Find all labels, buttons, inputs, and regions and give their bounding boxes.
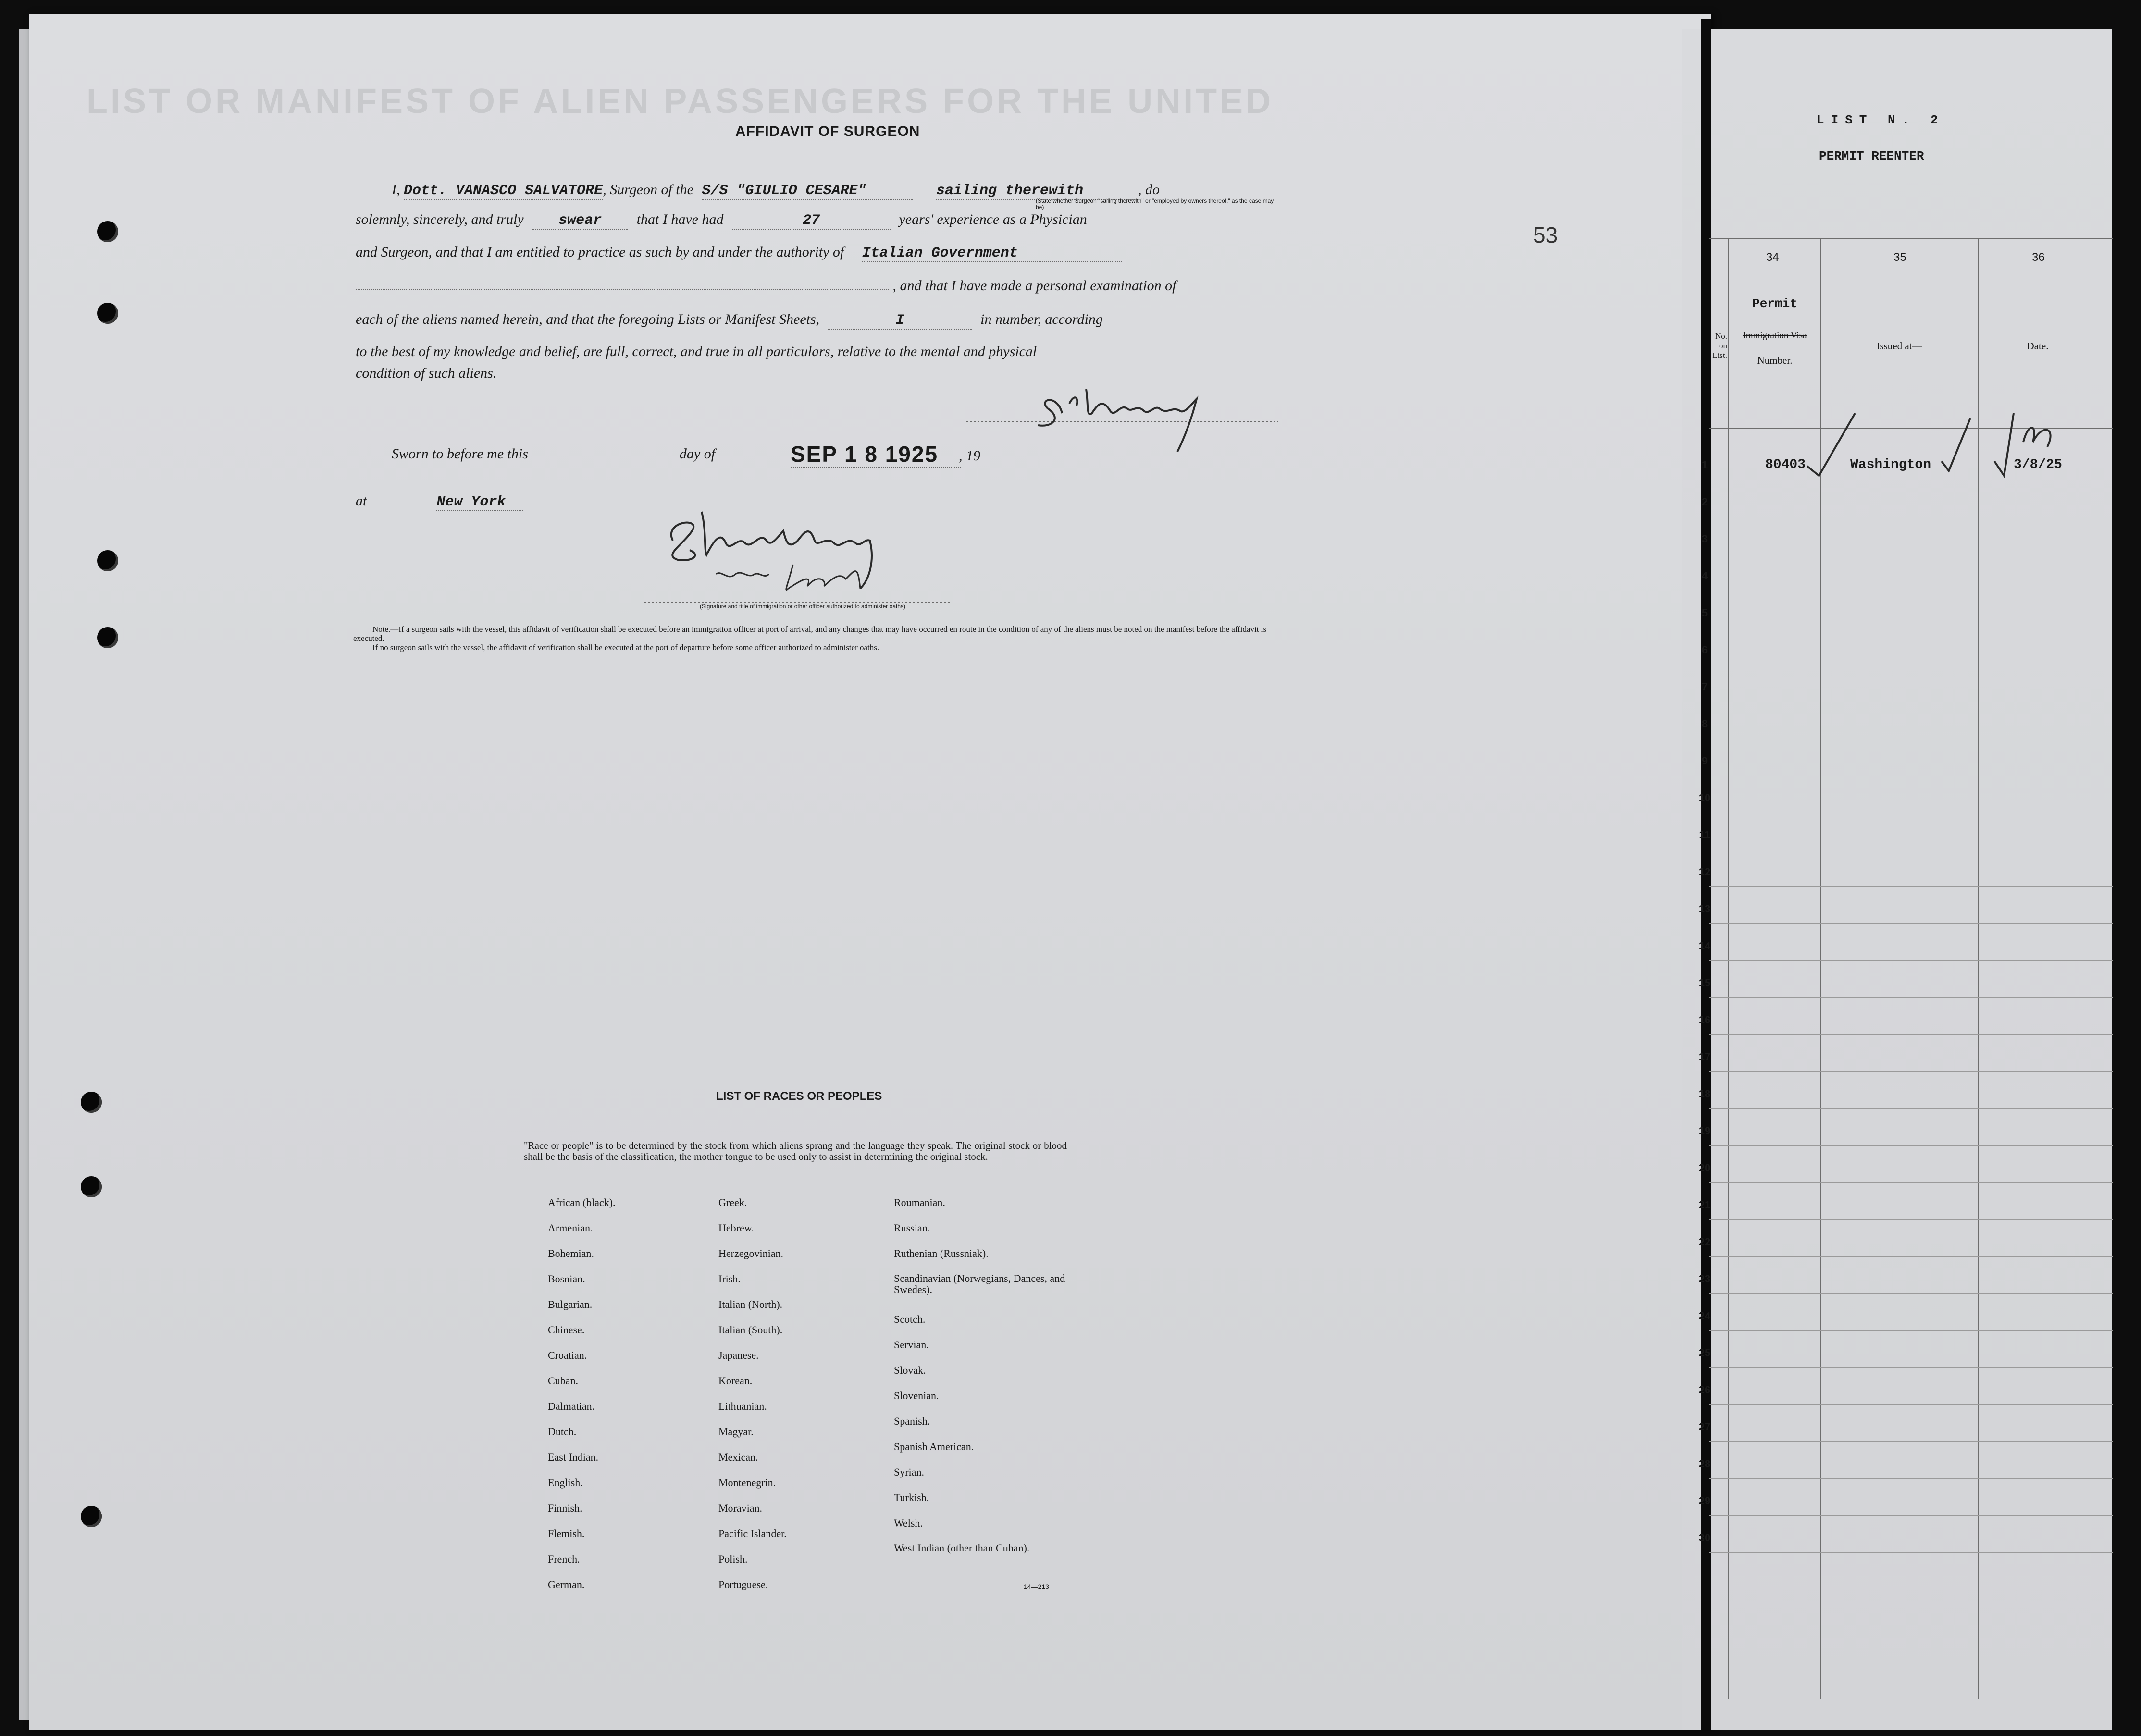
row-number: 5 [1701,607,1708,619]
year-suffix: , 19 [959,448,980,464]
race-item: East Indian. [548,1451,599,1463]
races-column-3 [894,1196,1067,1571]
sailing-status: sailing therewith [936,183,1138,200]
row-number: 29 [1698,1495,1711,1507]
date-stamp: SEP 1 8 1925 [791,441,961,468]
row-number: 23 [1698,1273,1711,1285]
years-experience: 27 [732,212,891,230]
race-item: Russian. [894,1222,930,1234]
place-line [356,493,523,511]
issued-at: Washington [1850,457,1931,472]
row-number: 20 [1698,1162,1711,1174]
race-item: Spanish. [894,1415,930,1427]
oath-word: swear [532,212,628,230]
list-subtitle: PERMIT REENTER [1819,149,1924,163]
row-number: 6 [1701,644,1708,656]
permit-number: 80403 [1765,457,1806,472]
row-number: 8 [1701,718,1708,730]
sworn-place: New York [436,494,523,511]
affidavit-line-7: condition of such aliens. [356,365,497,381]
surgeon-name: Dott. VANASCO SALVATORE [404,183,603,199]
race-item: Flemish. [548,1527,585,1539]
table-rule [1728,238,1729,1699]
race-item: Scotch. [894,1313,926,1325]
punch-hole [81,1092,102,1113]
race-item: Magyar. [718,1426,754,1438]
race-item: Pacific Islander. [718,1527,787,1539]
col-number-36: 36 [2032,251,2045,264]
surgeon-signature [966,384,1283,483]
struck-immigration-visa: Immigration Visa [1743,331,1807,341]
row-number: 16 [1698,1014,1711,1026]
text: , Surgeon of the [603,182,693,197]
row-rule [1709,1108,2113,1109]
affidavit-line-6: to the best of my knowledge and belief, are full, correct, and true in all particulars, relative to the mental and physical [356,344,1037,359]
punch-hole [81,1506,102,1527]
text: Sworn to before me this [392,446,528,462]
races-column-2 [718,1196,787,1604]
table-rule [1709,238,2113,239]
row-rule [1709,1293,2113,1294]
date-header: Date. [2027,340,2049,352]
row-number: 9 [1701,755,1708,767]
races-column-1 [548,1196,615,1604]
form-number: 14—213 [1024,1583,1049,1590]
row-rule [1709,1330,2113,1331]
col-number-35: 35 [1893,251,1906,264]
race-item: Slovak. [894,1364,926,1376]
bleed-through-header: LIST OR MANIFEST OF ALIEN PASSENGERS FOR THE UNITED [87,82,1274,121]
officer-signature [644,502,952,615]
race-item: Bosnian. [548,1273,585,1285]
permit-label: Permit [1752,296,1797,311]
row-number: 4 [1701,570,1708,582]
race-item: Portuguese. [718,1578,768,1590]
row-number: 18 [1698,1088,1711,1100]
row-number: 19 [1698,1125,1711,1137]
race-item: Spanish American. [894,1441,974,1453]
row-number: 17 [1698,1051,1711,1063]
race-item: West Indian (other than Cuban). [894,1542,1030,1554]
row-rule [1709,960,2113,961]
ship-name: S/S "GIULIO CESARE" [702,183,913,200]
row-number: 11 [1699,829,1710,841]
punch-hole [97,627,118,648]
note-block [353,625,1276,652]
race-item: Servian. [894,1339,929,1351]
row-rule [1709,1515,2113,1516]
number-header: Number. [1757,355,1793,366]
sailing-instruction: (State whether Surgeon "sailing therewith" or "employed by owners thereof," as the case may be) [1036,197,1274,210]
race-item: Armenian. [548,1222,593,1234]
race-item: Bohemian. [548,1247,594,1259]
race-item: Japanese. [718,1349,759,1361]
race-item: Slovenian. [894,1390,939,1402]
row-number: 21 [1698,1199,1711,1211]
row-rule [1709,1071,2113,1072]
punch-hole [97,303,118,324]
row-rule [1709,1182,2113,1183]
punch-hole [97,221,118,242]
row-rule [1709,1145,2113,1146]
race-item: Ruthenian (Russniak). [894,1247,989,1259]
note-paragraph-1: Note.—If a surgeon sails with the vessel, this affidavit of verification shall be executed before an immigration officer at port of arrival, and any changes that may have occurred en route in the condition of any of the aliens must be noted on the manifest before the affidavit is executed. [353,625,1267,643]
text: day of [679,446,716,462]
race-item: Syrian. [894,1466,924,1478]
race-item: Korean. [718,1375,753,1387]
text: I, [392,182,400,197]
race-item: Greek. [718,1196,747,1208]
affidavit-line-5 [356,311,1103,330]
race-item: Lithuanian. [718,1400,767,1412]
race-item: Italian (North). [718,1298,783,1310]
row-number: 28 [1698,1458,1711,1470]
row-rule [1709,886,2113,887]
race-item: Turkish. [894,1491,929,1503]
row-rule [1709,1478,2113,1479]
race-item: Herzegovinian. [718,1247,783,1259]
row-number: 15 [1698,977,1711,989]
permit-date: 3/8/25 [2014,457,2062,472]
text: at [356,493,367,509]
row-number: 10 [1698,792,1711,804]
race-item: Hebrew. [718,1222,754,1234]
authority: Italian Government [862,245,1122,262]
race-item: Roumanian. [894,1196,945,1208]
row-number: 27 [1698,1421,1711,1433]
text: that I have had [636,211,724,227]
race-item: German. [548,1578,585,1590]
text: and Surgeon, and that I am entitled to practice as such by and under the authority of [356,244,844,260]
row-rule [1709,923,2113,924]
issued-at-header: Issued at— [1876,340,1922,352]
check-marks [1802,404,2129,480]
page-number: 53 [1533,222,1558,247]
row-number: 22 [1698,1236,1711,1248]
text: each of the aliens named herein, and that the foregoing Lists or Manifest Sheets, [356,311,820,327]
affidavit-line-4 [356,278,1176,294]
race-item: English. [548,1477,583,1489]
row-number: 12 [1698,866,1711,878]
sheets-count: I [828,312,972,330]
row-number: 24 [1698,1310,1711,1322]
race-item: Chinese. [548,1324,585,1336]
text: years' experience as a Physician [899,211,1087,227]
row-rule [1709,1441,2113,1442]
text: , do [1138,182,1160,197]
race-item: Scandinavian (Norwegians, Dances, and Swedes). [894,1272,1065,1295]
row-number: 7 [1701,681,1708,693]
no-on-list-header: No. on List. [1712,332,1727,360]
race-item: Cuban. [548,1375,578,1387]
race-item: Polish. [718,1553,748,1565]
row-rule [1709,1219,2113,1220]
row-number: 30 [1698,1532,1711,1544]
row-number: 2 [1701,496,1708,508]
note-paragraph-2: If no surgeon sails with the vessel, the affidavit of verification shall be executed at the port of departure before some officer authorized to administer oaths. [372,643,879,652]
text: , and that I have made a personal examination of [892,278,1176,294]
races-title: LIST OF RACES OR PEOPLES [716,1090,882,1103]
right-border [2112,29,2141,1736]
row-number: 14 [1698,940,1711,952]
race-item: African (black). [548,1196,616,1208]
affidavit-line-2 [356,211,1087,230]
punch-hole [97,550,118,571]
manifest-right-page [1682,29,2115,1730]
race-item: Mexican. [718,1451,758,1463]
affidavit-page [29,14,1711,1730]
race-item: Bulgarian. [548,1298,593,1310]
race-item: Montenegrin. [718,1477,776,1489]
text: solemnly, sincerely, and truly [356,211,524,227]
row-rule [1709,1367,2113,1368]
race-item: Finnish. [548,1502,582,1514]
race-item: Moravian. [718,1502,763,1514]
list-title: LIST N. 2 [1817,113,1945,127]
race-item: Croatian. [548,1349,587,1361]
row-rule [1709,1256,2113,1257]
col-number-34: 34 [1766,251,1779,264]
affidavit-line-3 [356,244,1122,262]
race-item: Irish. [718,1273,741,1285]
race-item: Welsh. [894,1517,923,1529]
officer-signature-caption: (Signature and title of immigration or other officer authorized to administer oaths) [700,603,905,610]
row-number: 13 [1698,903,1711,915]
row-rule [1709,1034,2113,1035]
race-item: Italian (South). [718,1324,783,1336]
row-number: 25 [1698,1347,1711,1359]
row-rule [1709,1404,2113,1405]
text: in number, according [980,311,1103,327]
affidavit-title: AFFIDAVIT OF SURGEON [735,123,920,139]
row-rule [1709,1552,2113,1553]
race-item: French. [548,1553,580,1565]
row-number: 26 [1698,1384,1711,1396]
row-number: 1 [1701,459,1708,471]
row-rule [1709,997,2113,998]
races-intro: "Race or people" is to be determined by the stock from which aliens sprang and the language they speak. The original stock or blood shall be the basis of the classification, the mother tongue to be used only to assist in determining the original stock. [524,1140,1067,1162]
blank-line [356,289,889,290]
row-number: 3 [1701,533,1708,545]
race-item: Dalmatian. [548,1400,595,1412]
race-item: Dutch. [548,1426,577,1438]
sworn-line [392,446,715,462]
punch-hole [81,1176,102,1197]
